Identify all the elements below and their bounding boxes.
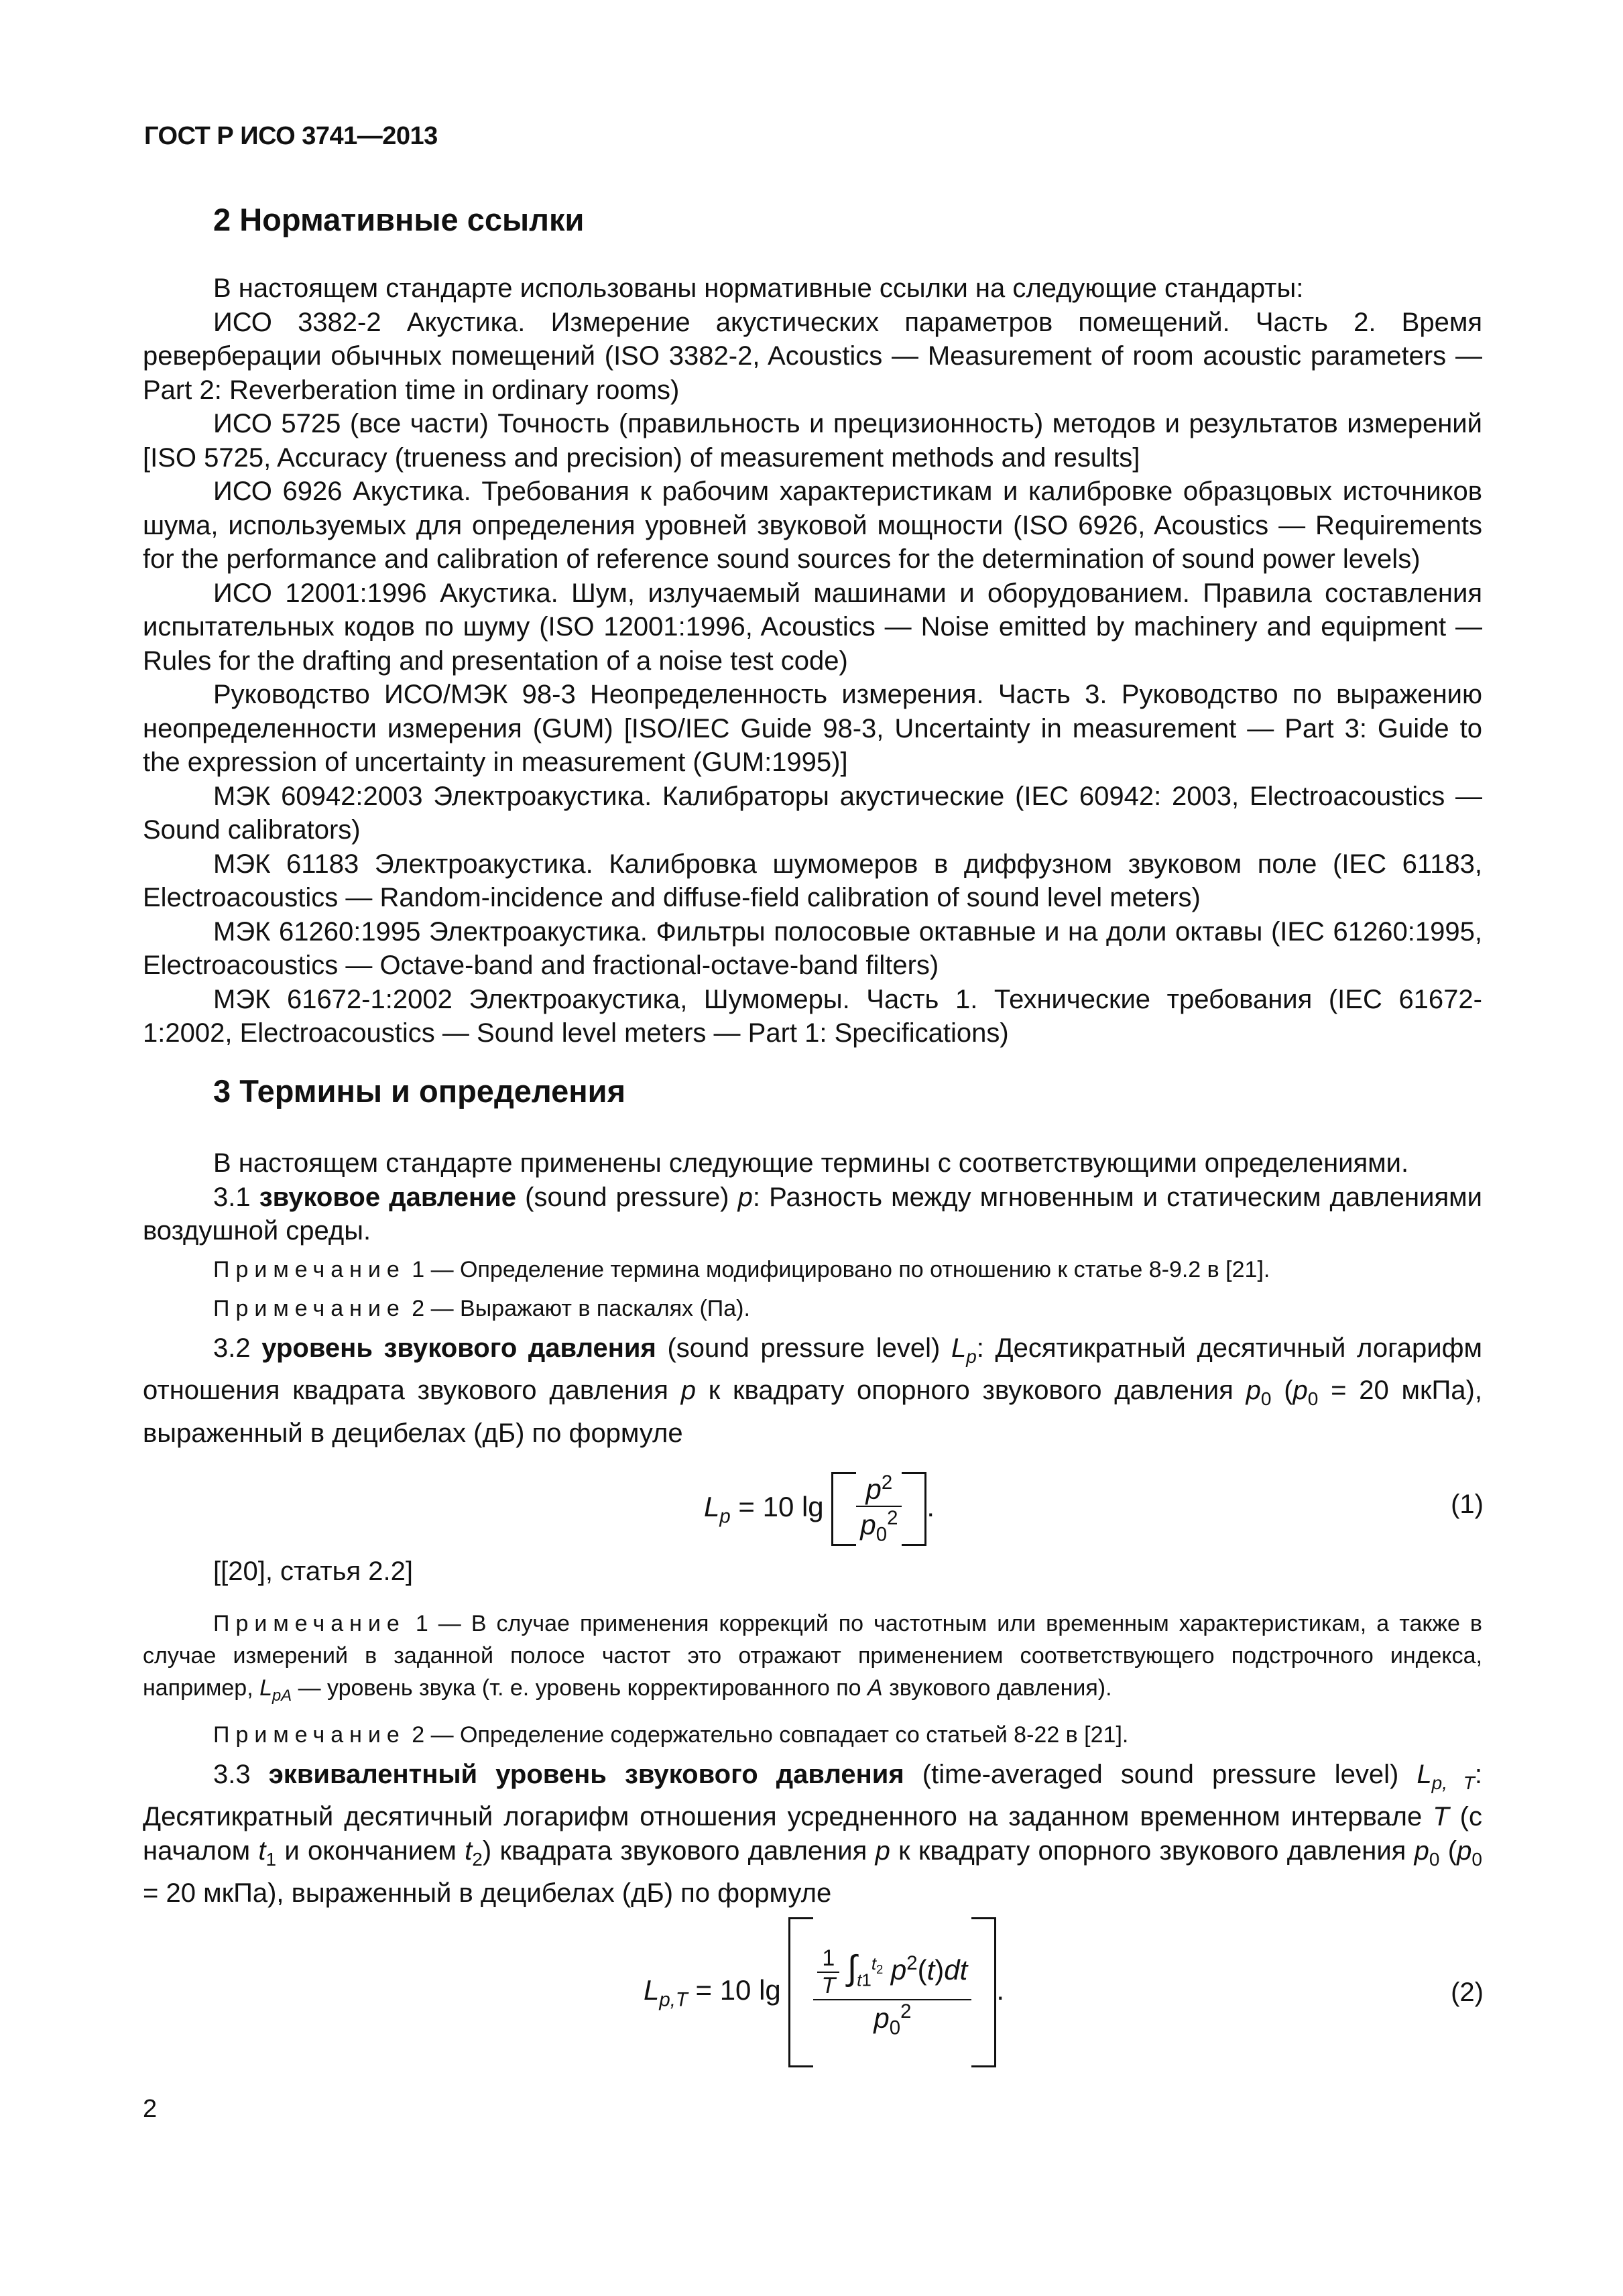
reference-item: МЭК 61183 Электроакустика. Калибровка шумомеров в диффузном звуковом поле (IEC 61183, Electroacoustics — Random-incidence and diffuse-field calibration of sound level meters) bbox=[143, 849, 1482, 912]
reference-item: ИСО 3382-2 Акустика. Измерение акустических параметров помещений. Часть 2. Время реверберации обычных помещений (ISO 3382-2, Acoustics — Measurement of room acoustic parameters — Part 2: Reverberation time in ordinary rooms) bbox=[143, 307, 1482, 405]
reference-item: МЭК 60942:2003 Электроакустика. Калибраторы акустические (IEC 60942: 2003, Electroacoustics — Sound calibrators) bbox=[143, 781, 1482, 845]
section-3-body bbox=[143, 1146, 1482, 1450]
section-2-title: 2 Нормативные ссылки bbox=[213, 202, 585, 237]
term-3-1-note-2: Примечание 2 — Выражают в паскалях (Па). bbox=[213, 1295, 750, 1321]
section-3-intro: В настоящем стандарте применены следующие термины с соответствующими определениями. bbox=[213, 1148, 1409, 1178]
section-2-body bbox=[143, 271, 1482, 1050]
document-header: ГОСТ Р ИСО 3741—2013 bbox=[144, 122, 438, 150]
term-3-2-note-1: Примечание 1 — В случае применения коррекций по частотным или временным характеристикам, а также в случае измерений в заданной полосе частот это отражают применением соответствующего подстрочного индекса, например, $L_{pA}$ — уровень звука (т. е. уровень корректированного по A звукового давления). bbox=[143, 1611, 1482, 1705]
reference-item: МЭК 61260:1995 Электроакустика. Фильтры полосовые октавные и на доли октавы (IEC 61260:1995, Electroacoustics — Octave-band and fractional-octave-band filters) bbox=[143, 916, 1482, 980]
formula-2-number: (2) bbox=[1451, 1978, 1484, 2007]
reference-item: Руководство ИСО/МЭК 98-3 Неопределенность измерения. Часть 3. Руководство по выражению неопределенности измерения (GUM) [ISO/IEC Guide 98-3, Uncertainty in measurement — Part 3: Guide to the expression of uncertainty in measurement (GUM:1995)] bbox=[143, 680, 1482, 777]
reference-item: ИСО 6926 Акустика. Требования к рабочим характеристикам и калибровке образцовых источников шума, используемых для определения уровней звуковой мощности (ISO 6926, Acoustics — Requirements for the performance and calibration of reference sound sources for the determination of sound power levels) bbox=[143, 477, 1482, 574]
term-3-2: 3.2 уровень звукового давления (sound pressure level) $L_p$: Десятикратный десятичный логарифм отношения квадрата звукового давления p к квадрату опорного звукового давления $p_0$ ($p_0 = 20$ мкПа), выраженный в децибелах (дБ) по формуле bbox=[143, 1333, 1483, 1448]
formula-1: $L_p = 10$ lg $\frac{p^2}{p_0^2}$ . bbox=[704, 1471, 935, 1546]
reference-item: ИСО 12001:1996 Акустика. Шум, излучаемый машинами и оборудованием. Правила составления испытательных кодов по шуму (ISO 12001:1996, Acoustics — Noise emitted by machinery and equipment — Rules for the drafting and presentation of a noise test code) bbox=[143, 578, 1482, 676]
reference-item: МЭК 61672-1:2002 Электроакустика, Шумомеры. Часть 1. Технические требования (IEC 61672-1:2002, Electroacoustics — Sound level meters — Part 1: Specifications) bbox=[143, 984, 1482, 1048]
term-3-3: 3.3 эквивалентный уровень звукового давления (time-averaged sound pressure level) $L_{p, T}$: Десятикратный десятичный логарифм отношения усредненного на заданном временном интервале T (с началом $t_1$ и окончанием $t_2$) квадрата звукового давления p к квадрату опорного звукового давления $p_0$ ($p_0 = 20$ мкПа), выраженный в децибелах (дБ) по формуле bbox=[143, 1759, 1483, 1909]
term-3-1: 3.1 звуковое давление (sound pressure) p: Разность между мгновенным и статическим давлениями воздушной среды. bbox=[143, 1182, 1482, 1246]
section-3-title: 3 Термины и определения bbox=[213, 1073, 625, 1109]
reference-item: ИСО 5725 (все части) Точность (правильность и прецизионность) методов и результатов измерений [ISO 5725, Accuracy (trueness and precision) of measurement methods and results] bbox=[143, 409, 1482, 473]
formula-1-number: (1) bbox=[1451, 1490, 1484, 1519]
section-2-intro: В настоящем стандарте использованы нормативные ссылки на следующие стандарты: bbox=[213, 274, 1304, 303]
page-number: 2 bbox=[143, 2095, 158, 2123]
term-3-2-notes bbox=[143, 1602, 1482, 1911]
term-3-1-note-1: Примечание 1 — Определение термина модифицировано по отношению к статье 8-9.2 в [21]. bbox=[213, 1256, 1270, 1282]
term-3-2-source: [[20], статья 2.2] bbox=[213, 1557, 413, 1586]
term-3-2-note-2: Примечание 2 — Определение содержательно совпадает со статьей 8-22 в [21]. bbox=[213, 1721, 1129, 1748]
formula-2: $L_{p,T} = 10$ lg $\frac{1}{T}$ $\int_{t1}^{t_2}$ $p^2(t)dt$ $p_0^2$ . bbox=[644, 1917, 1004, 2067]
